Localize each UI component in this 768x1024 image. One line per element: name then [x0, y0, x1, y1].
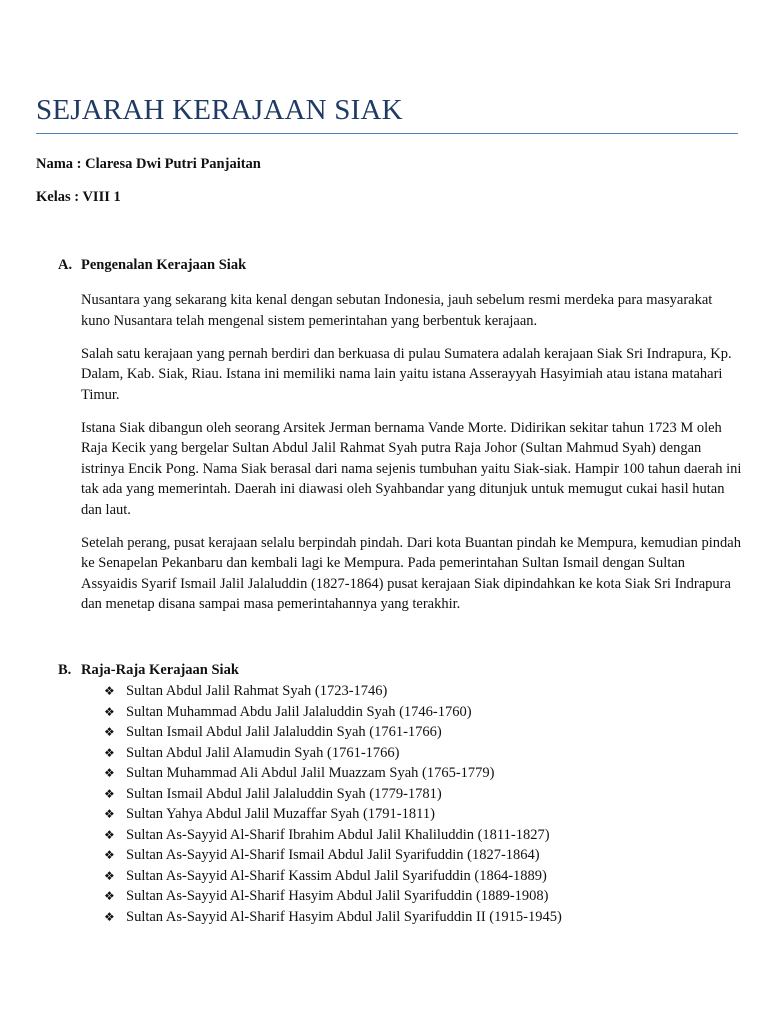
diamond-bullet-icon: ❖ [104, 745, 115, 760]
section-a-letter: A. [58, 257, 73, 273]
section-a-heading [58, 257, 246, 274]
student-class: Kelas : VIII 1 [36, 189, 121, 205]
diamond-bullet-icon: ❖ [104, 704, 115, 719]
list-item: ❖ Sultan Ismail Abdul Jalil Jalaluddin Syah (1779-1781) [104, 784, 744, 805]
section-b-heading [58, 662, 239, 679]
diamond-bullet-icon: ❖ [104, 848, 115, 862]
diamond-bullet-icon: ❖ [104, 807, 115, 821]
diamond-bullet-icon: ❖ [104, 909, 115, 924]
diamond-bullet-icon: ❖ [104, 868, 115, 883]
list-item: ❖ Sultan As-Sayyid Al-Sharif Ibrahim Abdul Jalil Khaliluddin (1811-1827) [104, 825, 744, 846]
diamond-bullet-icon: ❖ [104, 684, 115, 698]
list-item: ❖ Sultan Yahya Abdul Jalil Muzaffar Syah (1791-1811) [104, 804, 744, 825]
list-item: ❖ Sultan Muhammad Abdu Jalil Jalaluddin Syah (1746-1760) [104, 702, 744, 723]
list-item: ❖ Sultan As-Sayyid Al-Sharif Hasyim Abdul Jalil Syarifuddin (1889-1908) [104, 886, 744, 907]
paragraph: Setelah perang, pusat kerajaan selalu berpindah pindah. Dari kota Buantan pindah ke Mempura, kemudian pindah ke Senapelan Pekanbaru dan kembali lagi ke Mempura. Pada pemerintahan Sultan Ismail dengan Sultan Assyaidis Syarif Ismail Jalil Jalaluddin (1827-1864) pusat kerajaan Siak dipindahkan ke kota Siak Sri Indrapura dan menetap disana sampai masa pemerintahannya yang terakhir. [81, 534, 741, 612]
list-item: ❖ Sultan Muhammad Ali Abdul Jalil Muazzam Syah (1765-1779) [104, 763, 744, 784]
section-a-body [81, 290, 743, 627]
diamond-bullet-icon: ❖ [104, 889, 115, 903]
diamond-bullet-icon: ❖ [104, 786, 115, 801]
paragraph: Nusantara yang sekarang kita kenal dengan sebutan Indonesia, jauh sebelum resmi merdeka para masyarakat kuno Nusantara telah mengenal sistem pemerintahan yang berbentuk kerajaan. [81, 292, 713, 329]
diamond-bullet-icon: ❖ [104, 827, 115, 842]
diamond-bullet-icon: ❖ [104, 766, 115, 780]
list-item: ❖ Sultan Abdul Jalil Rahmat Syah (1723-1746) [104, 681, 744, 702]
list-item: ❖ Sultan Ismail Abdul Jalil Jalaluddin Syah (1761-1766) [104, 722, 744, 743]
diamond-bullet-icon: ❖ [104, 725, 115, 739]
paragraph: Istana Siak dibangun oleh seorang Arsitek Jerman bernama Vande Morte. Didirikan sekitar tahun 1723 M oleh Raja Kecik yang bergelar Sultan Abdul Jalil Rahmat Syah putra Raja Johor (Sultan Mahmud Syah) dengan istrinya Encik Pong. Nama Siak berasal dari nama sejenis tumbuhan yaitu Siak-siak. Hampir 100 tahun daerah ini tak ada yang memerintah. Daerah ini diawasi oleh Syahbandar yang ditunjuk untuk memugut cukai hasil hutan dan laut. [81, 419, 742, 518]
list-item: ❖ Sultan Abdul Jalil Alamudin Syah (1761-1766) [104, 743, 744, 764]
student-name: Nama : Claresa Dwi Putri Panjaitan [36, 156, 261, 172]
kings-list [104, 681, 744, 927]
list-item: ❖ Sultan As-Sayyid Al-Sharif Hasyim Abdul Jalil Syarifuddin II (1915-1945) [104, 907, 744, 928]
list-item: ❖ Sultan As-Sayyid Al-Sharif Kassim Abdul Jalil Syarifuddin (1864-1889) [104, 866, 744, 887]
page-title: SEJARAH KERAJAAN SIAK [36, 94, 403, 126]
section-a-title: Pengenalan Kerajaan Siak [81, 257, 247, 273]
section-b-letter: B. [58, 662, 72, 678]
paragraph: Salah satu kerajaan yang pernah berdiri dan berkuasa di pulau Sumatera adalah kerajaan Siak Sri Indrapura, Kp. Dalam, Kab. Siak, Riau. Istana ini memiliki nama lain yaitu istana Asserayyah Hasyimiah atau istana matahari Timur. [81, 345, 732, 403]
section-b-title: Raja-Raja Kerajaan Siak [81, 662, 239, 678]
list-item: ❖ Sultan As-Sayyid Al-Sharif Ismail Abdul Jalil Syarifuddin (1827-1864) [104, 845, 744, 866]
title-divider [36, 133, 738, 134]
